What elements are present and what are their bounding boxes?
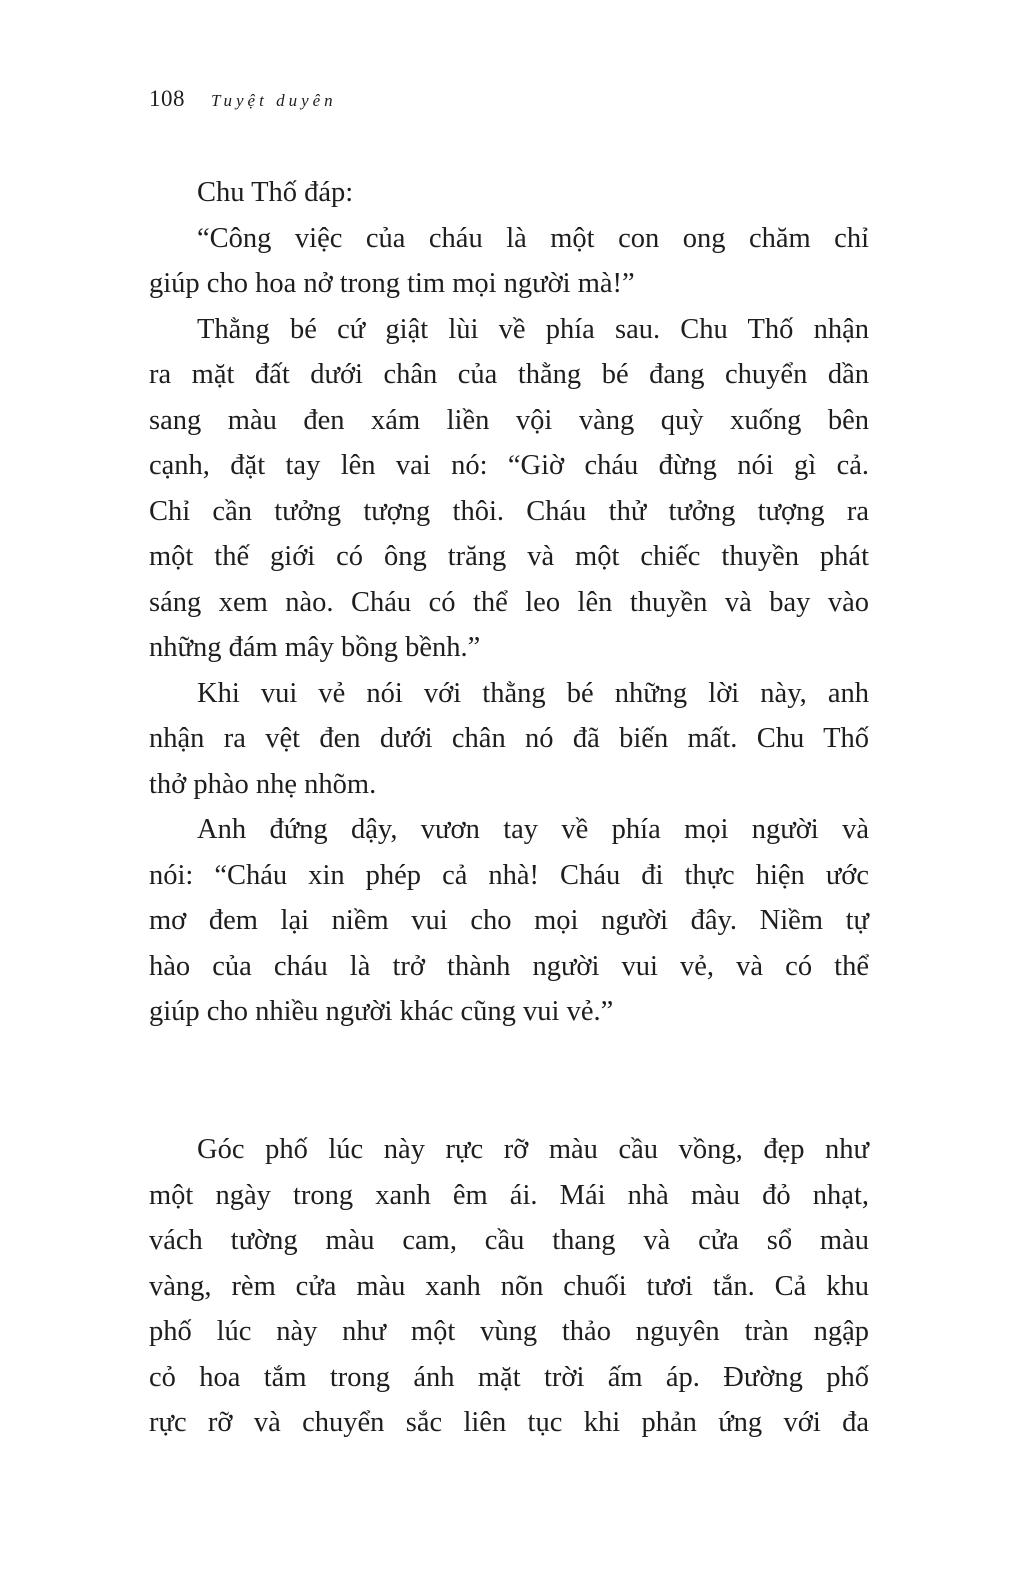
text-line: phố lúc này như một vùng thảo nguyên tràn ngập xyxy=(149,1316,869,1347)
text-line: sáng xem nào. Cháu có thể leo lên thuyền và bay vào xyxy=(149,586,869,618)
text-line: cỏ hoa tắm trong ánh mặt trời ấm áp. Đường phố xyxy=(149,1361,869,1393)
text-line: một thế giới có ông trăng và một chiếc thuyền phát xyxy=(149,541,869,572)
running-title: Tuyệt duyên xyxy=(211,91,337,110)
text-line: hào của cháu là trở thành người vui vẻ, và có thể xyxy=(149,950,869,982)
text-line: vàng, rèm cửa màu xanh nõn chuối tươi tắn. Cả khu xyxy=(149,1270,869,1302)
text-line: Chu Thố đáp: xyxy=(197,177,354,208)
text-line: thở phào nhẹ nhõm. xyxy=(149,768,377,800)
paragraph xyxy=(149,1127,869,1446)
text-line: cạnh, đặt tay lên vai nó: “Giờ cháu đừng nói gì cả. xyxy=(149,450,869,481)
paragraph xyxy=(149,216,869,307)
text-line: sang màu đen xám liền vội vàng quỳ xuống bên xyxy=(149,404,869,436)
text-line: nói: “Cháu xin phép cả nhà! Cháu đi thực hiện ước xyxy=(149,859,869,891)
paragraph xyxy=(149,307,869,671)
running-header xyxy=(149,86,337,112)
text-line: Khi vui vẻ nói với thằng bé những lời này, anh xyxy=(197,677,869,709)
text-line: nhận ra vệt đen dưới chân nó đã biến mất. Chu Thố xyxy=(149,723,869,754)
text-line: những đám mây bồng bềnh.” xyxy=(149,632,481,663)
paragraph xyxy=(149,807,869,1035)
text-line: rực rỡ và chuyển sắc liên tục khi phản ứng với đa xyxy=(149,1407,869,1438)
text-line: Góc phố lúc này rực rỡ màu cầu vồng, đẹp như xyxy=(197,1134,869,1165)
text-line: ra mặt đất dưới chân của thằng bé đang chuyển dần xyxy=(149,359,869,390)
text-line: một ngày trong xanh êm ái. Mái nhà màu đỏ nhạt, xyxy=(149,1179,869,1211)
paragraph xyxy=(149,671,869,808)
page-number: 108 xyxy=(149,86,185,111)
text-line: Thằng bé cứ giật lùi về phía sau. Chu Thố nhận xyxy=(197,313,869,345)
text-line: giúp cho hoa nở trong tim mọi người mà!” xyxy=(149,268,635,299)
text-line: Chỉ cần tưởng tượng thôi. Cháu thử tưởng tượng ra xyxy=(149,495,869,527)
text-line: “Công việc của cháu là một con ong chăm chỉ xyxy=(197,222,869,254)
text-line: vách tường màu cam, cầu thang và cửa sổ màu xyxy=(149,1225,869,1256)
text-line: mơ đem lại niềm vui cho mọi người đây. Niềm tự xyxy=(149,905,869,936)
text-line: giúp cho nhiều người khác cũng vui vẻ.” xyxy=(149,996,614,1027)
text-line: Anh đứng dậy, vươn tay về phía mọi người và xyxy=(197,814,869,845)
section-2 xyxy=(149,1127,869,1446)
section-1 xyxy=(149,170,869,1035)
paragraph xyxy=(149,170,869,216)
